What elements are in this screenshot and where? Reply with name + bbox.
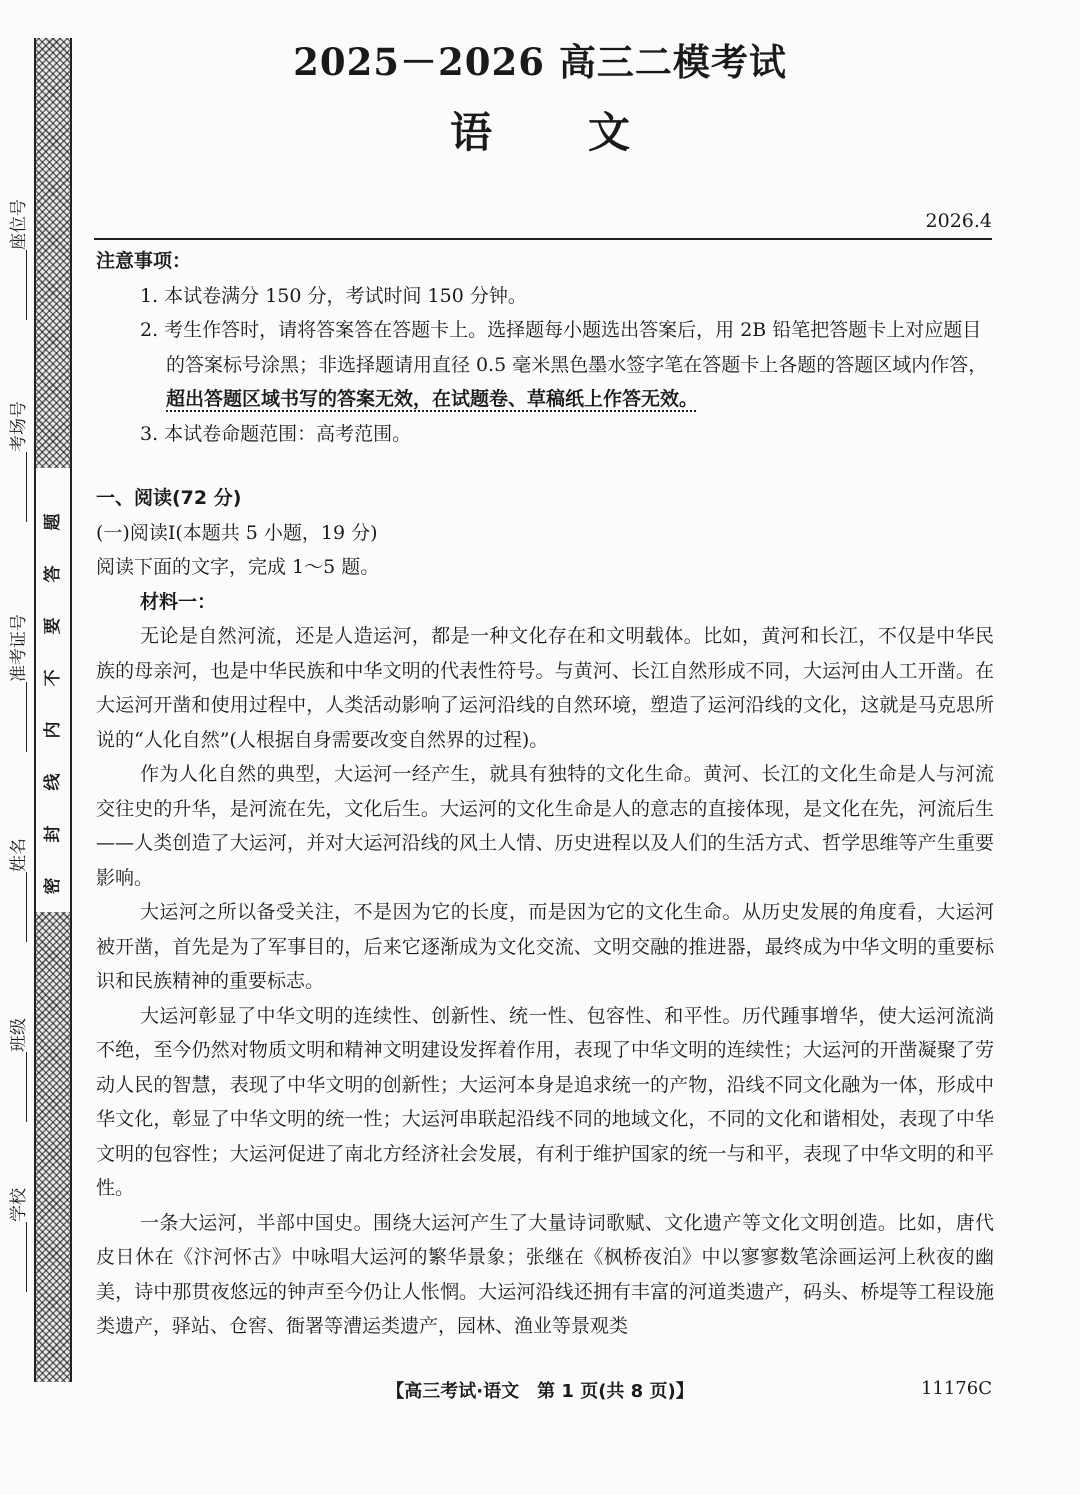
- exam-date: 2026.4: [925, 210, 992, 232]
- binding-margin: [0, 0, 80, 1495]
- exam-room-field[interactable]: [8, 401, 30, 526]
- seal-char: 封: [43, 825, 63, 843]
- notice-heading: 注意事项：: [96, 250, 192, 272]
- binding-hatch-bottom: [34, 912, 72, 1382]
- notice-item: 3. 本试卷命题范围：高考范围。: [140, 422, 412, 445]
- passage-paragraph: 大运河之所以备受关注，不是因为它的长度，而是因为它的文化生命。从历史发展的角度看，大运河被开凿，首先是为了军事目的，后来它逐渐成为文化交流、文明交融的推进器，最终成为中华文明的重要标识和民族精神的重要标志。: [96, 901, 994, 992]
- passage-paragraph: 大运河彰显了中华文明的连续性、创新性、统一性、包容性、和平性。历代踵事增华，使大运河流淌不绝，至今仍然对物质文明和精神文明建设发挥着作用，表现了中华文明的连续性；大运河的开凿凝聚了劳动人民的智慧，表现了中华文明的创新性；大运河本身是追求统一的产物，沿线不同文化融为一体，形成中华文化，彰显了中华文明的统一性；大运河串联起沿线不同的地域文化，不同的文化和谐相处，表现了中华文明的包容性；大运河促进了南北方经济社会发展，有利于维护国家的统一与和平，表现了中华文明的和平性。: [96, 1004, 994, 1199]
- class-field[interactable]: [8, 1016, 30, 1126]
- passage-paragraph: 无论是自然河流，还是人造运河，都是一种文化存在和文明载体。比如，黄河和长江，不仅是中华民族的母亲河，也是中华民族和中华文明的代表性符号。与黄河、长江自然形成不同，大运河由人工开凿。在大运河开凿和使用过程中，人类活动影响了运河沿线的自然环境，塑造了运河沿线的文化，这就是马克思所说的“人化自然”(人根据自身需要改变自然界的过程)。: [96, 625, 994, 751]
- seat-number-field[interactable]: [8, 199, 30, 324]
- seal-char: 线: [43, 773, 63, 791]
- field-label: 准考证号: [9, 614, 29, 682]
- paper-code: 11176C: [920, 1378, 992, 1399]
- seal-char: 题: [43, 513, 63, 531]
- field-label: 考场号: [9, 401, 29, 452]
- admission-number-field[interactable]: [8, 614, 30, 756]
- notice-item: 2. 考生作答时，请将答案答在答题卡上。选择题每小题选出答案后，用 2B 铅笔把答题卡上对应题目的答案标号涂黑；非选择题请用直径 0.5 毫米黑色墨水签字笔在答题卡上各题的答题区域内作答，超出答题区域书写的答案无效，在试题卷、草稿纸上作答无效。: [140, 319, 988, 410]
- seal-char: 不: [43, 669, 63, 687]
- seal-char: 要: [43, 617, 63, 635]
- section-instruction: 阅读下面的文字，完成 1～5 题。: [96, 556, 380, 578]
- page-footer: 【高三考试·语文 第 1 页(共 8 页)】: [386, 1381, 694, 1402]
- seal-line: [34, 468, 72, 912]
- seal-char: 密: [43, 877, 63, 895]
- page-content: [96, 244, 994, 1344]
- notice-emphasis: 超出答题区域书写的答案无效，在试题卷、草稿纸上作答无效。: [166, 388, 699, 410]
- section-heading: 一、阅读(72 分): [96, 487, 242, 509]
- section-subheading: (一)阅读Ⅰ(本题共 5 小题，19 分): [96, 521, 378, 544]
- name-field[interactable]: [8, 836, 30, 946]
- exam-title: 2025－2026 高三二模考试: [293, 40, 787, 84]
- field-label: 姓名: [9, 838, 29, 872]
- field-label: 班级: [9, 1018, 29, 1052]
- notice-list: [96, 279, 994, 452]
- passage-paragraph: 作为人化自然的典型，大运河一经产生，就具有独特的文化生命。黄河、长江的文化生命是人与河流交往史的升华，是河流在先，文化后生。大运河的文化生命是人的意志的直接体现，是文化在先，河流后生——人类创造了大运河，并对大运河沿线的风土人情、历史进程以及人们的生活方式、哲学思维等产生重要影响。: [96, 763, 994, 889]
- field-label: 学校: [9, 1188, 29, 1222]
- school-field[interactable]: [8, 1186, 30, 1296]
- header-rule: [94, 238, 992, 240]
- material-label: 材料一：: [140, 590, 217, 613]
- subject-title: 语文: [449, 108, 726, 157]
- seal-char: 内: [43, 721, 63, 739]
- notice-item: 1. 本试卷满分 150 分，考试时间 150 分钟。: [140, 284, 527, 307]
- passage-paragraph: 一条大运河，半部中国史。围绕大运河产生了大量诗词歌赋、文化遗产等文化文明创造。比如，唐代皮日休在《汴河怀古》中咏唱大运河的繁华景象；张继在《枫桥夜泊》中以寥寥数笔涂画运河上秋夜的幽美，诗中那贯夜悠远的钟声至今仍让人怅惘。大运河沿线还拥有丰富的河道类遗产，码头、桥堤等工程设施类遗产，驿站、仓窖、衙署等漕运类遗产，园林、渔业等景观类: [96, 1211, 994, 1337]
- field-label: 座位号: [9, 199, 29, 250]
- seal-char: 答: [43, 565, 63, 583]
